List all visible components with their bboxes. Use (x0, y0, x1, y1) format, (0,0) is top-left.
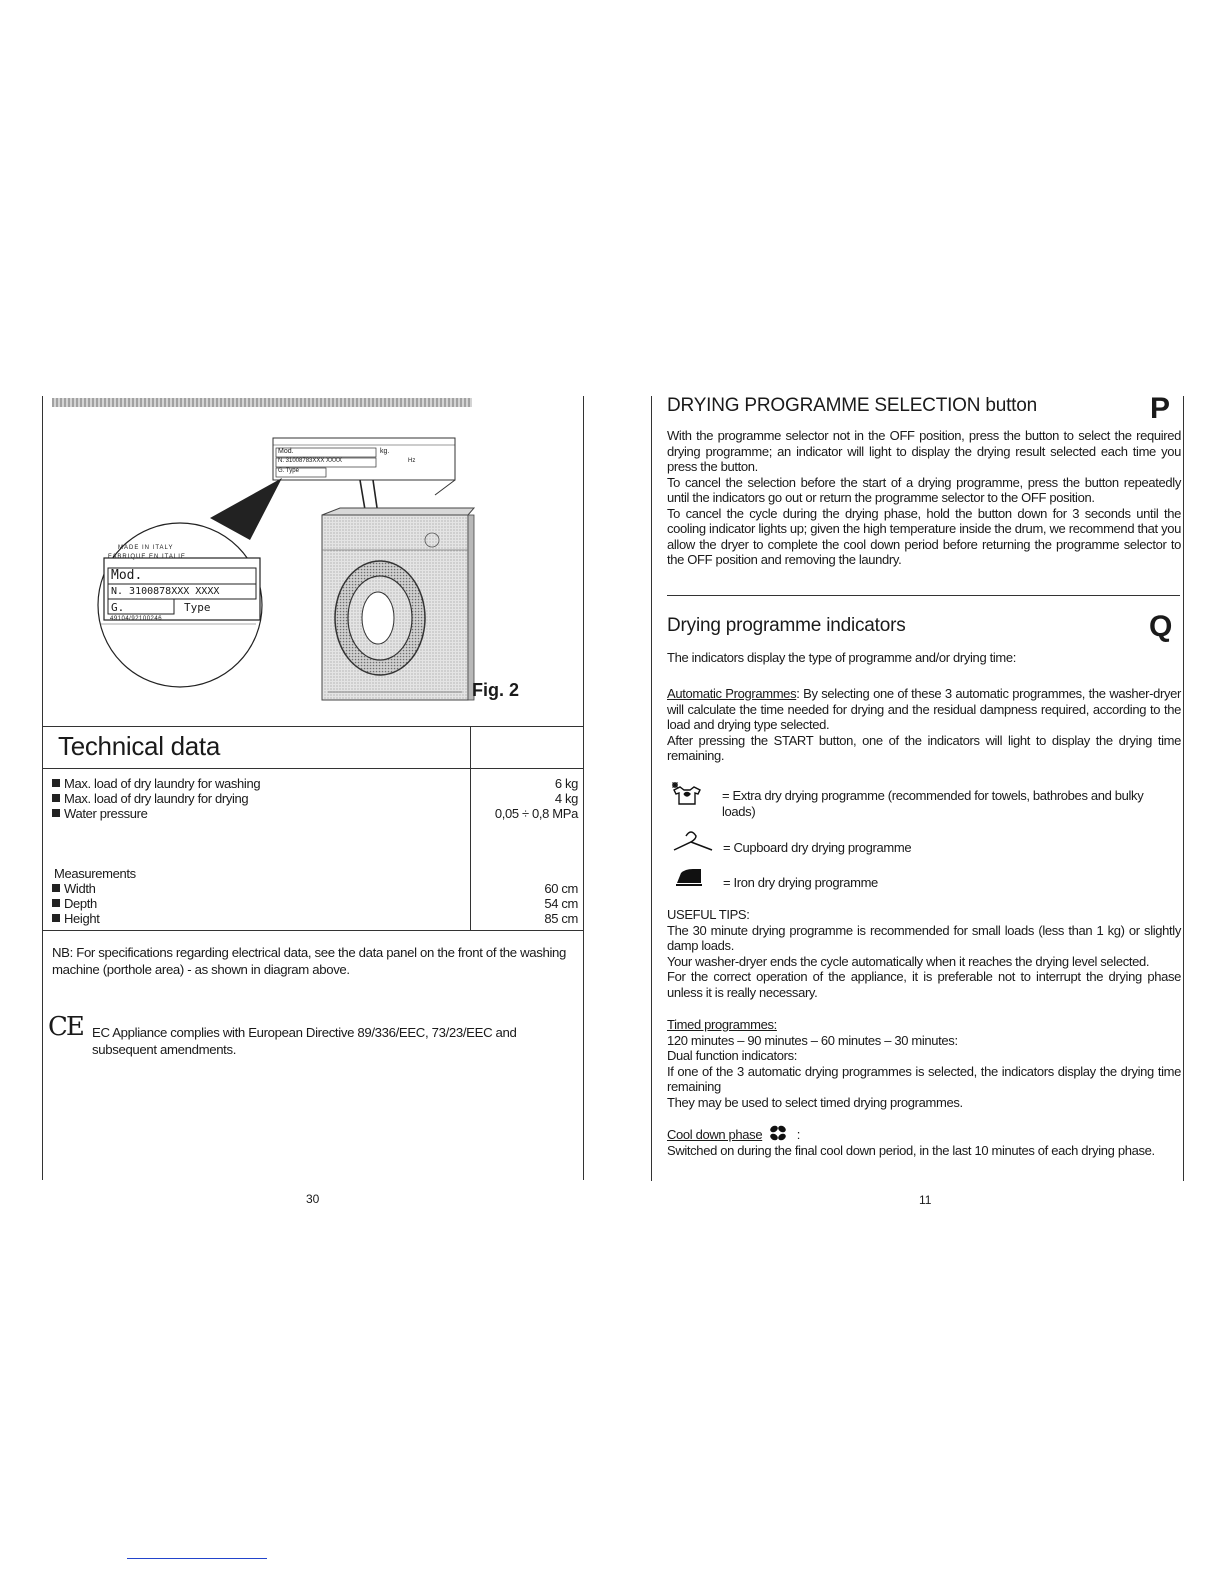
timed-line: If one of the 3 automatic drying programmes is selected, the indicators display the drying time remaining (667, 1063, 1181, 1094)
ce-statement (92, 1024, 532, 1058)
divider (42, 726, 584, 727)
timed-line: They may be used to select timed drying programmes. (667, 1094, 963, 1110)
useful-tips (667, 907, 1181, 1000)
cool-down-heading: Cool down phase (667, 1127, 763, 1142)
indicator-cupboard-dry-text: = Cupboard dry drying programme (723, 840, 912, 855)
spec-label: Water pressure (64, 806, 148, 821)
section-p-title: DRYING PROGRAMME SELECTION button (667, 395, 1037, 416)
measurement-row (52, 911, 578, 927)
small-plate-type: G. Type (278, 468, 299, 474)
spec-value: 4 kg (554, 791, 578, 806)
spec-row (52, 791, 578, 807)
timed-line: 120 minutes – 90 minutes – 60 minutes – 30 minutes: (667, 1032, 958, 1048)
page-number-left: 30 (306, 1192, 320, 1206)
measurement-row (52, 896, 578, 912)
right-page-frame-left (651, 396, 652, 1181)
bullet (52, 794, 60, 802)
timed-line: Dual function indicators: (667, 1048, 797, 1063)
cool-down-phase (667, 1125, 1181, 1158)
bullet (52, 899, 60, 907)
small-plate-mod: Mod. (278, 448, 294, 455)
technical-data-title: Technical data (58, 731, 221, 761)
paragraph: To cancel the selection before the start of a drying programme, press the button repeatedly until the indicators go out or return the programme selector to the OFF position. (667, 474, 1181, 505)
cool-down-text: Switched on during the final cool down period, in the last 10 minutes of each drying phase. (667, 1142, 1155, 1158)
measurement-value: 85 cm (544, 911, 578, 926)
cool-down-suffix: : (796, 1127, 801, 1142)
page-number-right: 11 (919, 1193, 932, 1207)
iron-dry-icon (675, 866, 709, 886)
zoom-plate-made-in: MADE IN ITALY (118, 545, 174, 551)
measurements-heading: Measurements (54, 866, 136, 881)
ce-line-1: EC Appliance complies with European Directive 89/336/EEC, 73/23/EEC and (92, 1025, 517, 1040)
cool-down-heading-line (667, 1125, 1181, 1143)
zoom-plate-barcode: 49104/92100246 (110, 616, 163, 622)
measurement-value: 54 cm (544, 896, 578, 911)
bullet (52, 884, 60, 892)
spec-row (52, 776, 578, 792)
spec-value: 0,05 ÷ 0,8 MPa (494, 806, 578, 821)
tip: Your washer-dryer ends the cycle automatically when it reaches the drying level selected. (667, 953, 1150, 969)
automatic-programmes-text2: After pressing the START button, one of the indicators will light to display the drying time remaining. (667, 732, 1181, 763)
paragraph: With the programme selector not in the OFF position, press the button to select the required drying programme; an indicator will light to display the drying result selected each time you press the button. (667, 428, 1181, 474)
divider (42, 768, 584, 769)
automatic-programmes-heading: Automatic Programmes (667, 686, 797, 701)
ce-mark-logo: CE (48, 1012, 83, 1042)
header-strip (52, 398, 472, 407)
zoom-plate-serial: N. 3100878XXX XXXX (111, 586, 220, 597)
useful-tips-heading: USEFUL TIPS: (667, 907, 750, 922)
right-page-frame-right (1183, 396, 1184, 1181)
measurement-label: Height (64, 911, 100, 926)
washing-machine-figure (60, 430, 530, 720)
fan-icon (769, 1125, 787, 1139)
indicator-extra-dry-text: = Extra dry drying programme (recommended for towels, bathrobes and bulky loads) (722, 788, 1144, 819)
extra-dry-icon (669, 780, 709, 806)
spec-value: 6 kg (554, 776, 578, 791)
divider (42, 930, 584, 931)
zoom-plate-fabrique: FABRIQUE EN ITALIE (108, 554, 186, 560)
figure-label: Fig. 2 (472, 680, 520, 700)
automatic-programmes-text: : By selecting one of these 3 automatic programmes, the washer-dryer will calculate the time needed for drying and the residual dampness required, according to the load and drying type selected. (667, 686, 1181, 732)
nb-note: NB: For specifications regarding electrical data, see the data panel on the front of the washing machine (porthole area) - as shown in diagram above. (52, 945, 567, 977)
measurement-value: 60 cm (544, 881, 578, 896)
measurement-label: Width (64, 881, 96, 896)
bullet (52, 914, 60, 922)
cupboard-dry-icon (672, 828, 714, 852)
ce-line-2: subsequent amendments. (92, 1042, 237, 1057)
spec-label: Max. load of dry laundry for drying (64, 791, 249, 806)
automatic-programmes (667, 686, 1181, 764)
zoom-plate-mod: Mod. (111, 568, 143, 583)
measurement-row (52, 881, 578, 897)
small-plate-serial: N. 31008783XXX XXXX (278, 458, 343, 464)
spec-label: Max. load of dry laundry for washing (64, 776, 261, 791)
paragraph: To cancel the cycle during the drying phase, hold the button down for 3 seconds until the cooling indicator lights up; given the high temperature inside the drum, we recommend that you allow the dryer to complete the cool down period before returning the programme selector to the OFF position and removing the laundry. (667, 505, 1181, 567)
section-q-title: Drying programme indicators (667, 615, 906, 636)
tip: For the correct operation of the appliance, it is preferable not to interrupt the drying phase unless it is really necessary. (667, 969, 1181, 1000)
zoom-plate-type: Type (184, 601, 211, 614)
tip: The 30 minute drying programme is recommended for small loads (less than 1 kg) or slightly damp loads. (667, 922, 1181, 953)
indicator-iron-dry-text: = Iron dry drying programme (723, 875, 878, 890)
small-plate-hz: Hz (408, 458, 416, 464)
spec-row (52, 806, 578, 822)
small-plate-kg: kg. (380, 448, 390, 455)
bullet (52, 809, 60, 817)
timed-programmes (667, 1017, 1181, 1110)
divider (667, 595, 1180, 596)
section-p-letter: P (1150, 392, 1171, 425)
section-q-intro: The indicators display the type of programme and/or drying time: (667, 650, 1017, 665)
measurement-label: Depth (64, 896, 97, 911)
timed-programmes-heading: Timed programmes: (667, 1017, 777, 1032)
bullet (52, 779, 60, 787)
zoom-plate-g: G. (111, 601, 125, 614)
section-p-body (667, 428, 1181, 568)
link-underline (127, 1558, 267, 1559)
section-q-letter: Q (1149, 610, 1173, 643)
automatic-programmes-para (667, 686, 1181, 733)
